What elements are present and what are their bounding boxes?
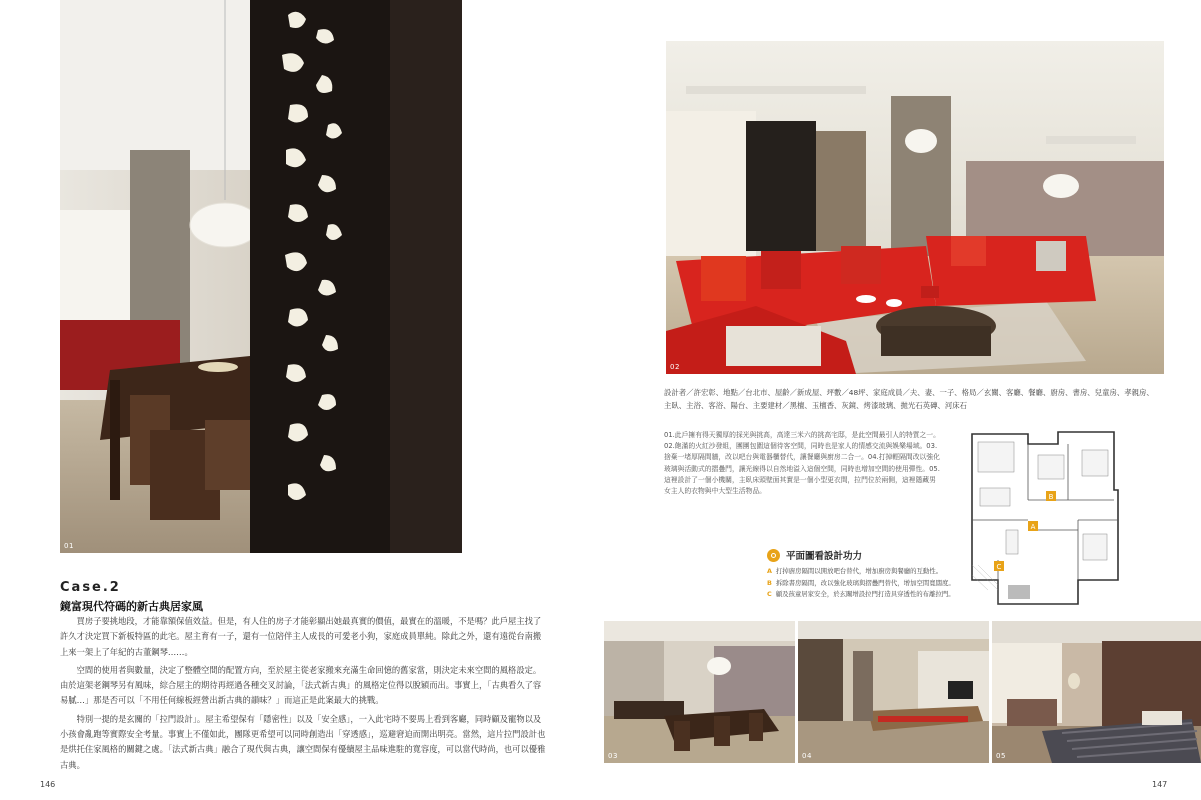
target-icon — [767, 549, 780, 562]
project-metadata: 設計者／許宏彰、地點／台北市、屋齡／新成屋、坪數／48坪、家庭成員／夫、妻、一子、格局／玄關、客廳、餐廳、廚房、書房、兒童房、孝親房、主臥、主浴、客浴、陽台、主要建材／黑檀、玉檀香、灰鏡、烤漆玻璃、拋光石英磚、河床石 — [664, 388, 1154, 410]
photo-03-kitchen-dining — [604, 621, 795, 763]
article-paragraph: 空間的使用者與數量，決定了整體空間的配置方向，至於屋主從老家搬來充滿生命回憶的舊家當，則決定未來空間的風格設定。由於這架老鋼琴另有風味，綜合屋主的期待再經過各種交叉討論，「法式新古典」的風格定位得以脫穎而出。事實上，「古典看久了容易膩…」那是否可以「不用任何線板經營出新古典的韻味？」而這正是此案最大的挑戰。 — [60, 664, 542, 706]
plan-label-a: A — [1030, 523, 1036, 531]
functions-list — [767, 566, 967, 601]
photo-label: 01 — [64, 542, 74, 550]
photo-label: 02 — [670, 363, 680, 371]
plan-label-b: B — [1048, 493, 1054, 501]
function-letter: B — [767, 578, 772, 587]
functions-heading — [767, 548, 862, 562]
function-letter: C — [767, 590, 772, 598]
photo-label: 05 — [996, 752, 1006, 760]
function-item — [767, 566, 967, 578]
case-title: 鏡富現代符碼的新古典居家風 — [60, 600, 203, 613]
article-paragraph: 買房子要挑地段，才能靠額保值效益。但是，有人住的房子才能彰顯出她最真實的價值，最實在的溫暖，不是嗎？此戶屋主找了許久才決定買下新板特區的此宅。屋主育有一子，還有一位陪伴主人成長的可愛老小狗，家庭成員單純。除此之外，還有遠從台南搬上來一架上了年紀的古董鋼琴……。 — [60, 616, 542, 657]
photo-label: 04 — [802, 752, 812, 760]
photo-label: 03 — [608, 752, 618, 760]
photo-01-dining-lattice-screen — [60, 0, 462, 553]
page-number-right: 147 — [1152, 780, 1168, 789]
page-number-left: 146 — [40, 780, 56, 789]
floor-plan — [968, 430, 1120, 606]
photo-04-study-glass-doors — [798, 621, 989, 763]
photo-captions: 01.此戶擁有得天獨厚的採光與挑高，高達三米六的挑高宅邸，是此空間最引人的特質之一。02.飽滿的火紅沙發組，團團包圍這個待客空間，同時也是家人的情感交流與娛樂場域。03.捨棄一堵厚隔間牆，改以吧台與電器櫃替代，讓餐廳與廚房二合一。04.打掉輕隔間改以強化玻璃與活動式的摺疊門，讓光線得以自然地溢入這個空間，同時也增加空間的使用彈性。05.這裡設計了一個小機關，主臥床頭壁面其實是一個小型更衣間，拉門位於兩側，這裡隱藏男女主人的衣物與中大型生活物品。 — [664, 431, 940, 496]
plan-label-c: C — [996, 563, 1002, 571]
function-text: 拆除書房隔間，改以強化玻璃與摺疊門替代，增加空間寬闊度。 — [775, 578, 955, 587]
function-text: 打掉廚房隔間以開放吧台替代，增加廚房與餐廳的互動性。 — [775, 567, 943, 575]
function-item — [767, 578, 967, 590]
article-body — [60, 614, 546, 776]
photo-05-master-bedroom — [992, 621, 1201, 763]
article-paragraph: 特別一提的是玄關的「拉門設計」。屋主希望保有「隱密性」以及「安全感」，一入此宅時不要馬上看到客廳，同時顧及寵物以及小孩會亂跑等實際安全考量。事實上不僅如此，團隊更希望可以同時創造出「穿透感」，巡避窘迫而開出明亮。當然，這片拉門設計也是烘托住家風格的關鍵之處。「法式新古典」融合了現代與古典，讓空間保有優續屋主品味進駐的寬容度，可以當代時尚，也可以優雅古典。 — [60, 713, 546, 770]
function-letter: A — [767, 567, 772, 575]
photo-02-living-room-red-sofa — [666, 41, 1164, 374]
functions-title: 平面圖看設計功力 — [786, 551, 863, 562]
function-text: 顧及孩童居家安全，於玄關增設拉門打造具穿透性的布離拉門。 — [775, 590, 955, 598]
case-label: Case.2 — [60, 580, 121, 595]
function-item — [767, 589, 967, 601]
